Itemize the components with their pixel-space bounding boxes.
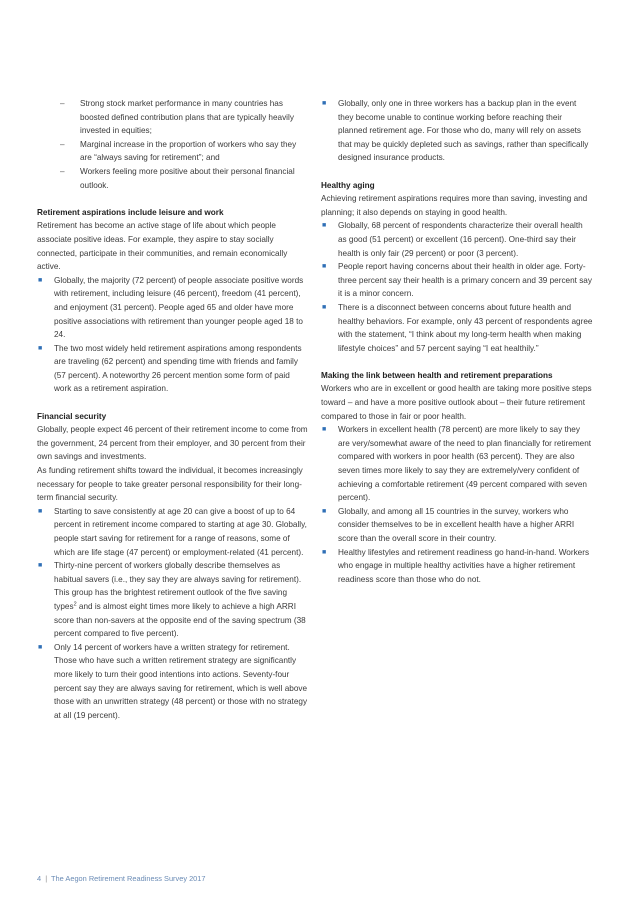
list-item xyxy=(37,97,309,138)
list-item xyxy=(37,274,309,342)
section-heading-healthy-aging: Healthy aging xyxy=(321,180,375,190)
list-item xyxy=(321,423,593,505)
list-item xyxy=(321,301,593,355)
dash-item-text: Workers feeling more positive about their personal financial outlook. xyxy=(80,166,295,190)
bullet-text: There is a disconnect between concerns about future health and healthy behaviors. For example, only 43 percent of respondents agree with the statement, “I think about my long-term health when making lifestyle choices” and 57 percent saying “I eat healthily.” xyxy=(338,302,593,353)
bullet-icon: ■ xyxy=(38,562,43,570)
bullet-text: Healthy lifestyles and retirement readiness go hand-in-hand. Workers who engage in multiple healthy activities have a higher retirement readiness score than those who do not. xyxy=(338,547,590,584)
bullet-text: Starting to save consistently at age 20 can give a boost of up to 64 percent in retirement income compared to starting at age 30. Globally, people start saving for retirement for a range of reasons, some of which are life stage (47 percent) or employment-related (41 percent). xyxy=(54,506,307,557)
paragraph: Retirement has become an active stage of life about which people associate positive ideas. For example, they aspire to stay socially connected, participate in their communities, and remain economically active. xyxy=(37,221,288,272)
bullet-text: Globally, only one in three workers has a backup plan in the event they become unable to continue working before reaching their planned retirement age. For those who do, many will rely on assets that may be quickly depleted such as savings, rather than specifically designed insurance products. xyxy=(338,99,589,163)
bullet-text: Globally, and among all 15 countries in the survey, workers who consider themselves to be in excellent health have a higher ARRI score than the overall score in their country. xyxy=(338,506,575,543)
list-item xyxy=(321,97,593,165)
paragraph: As funding retirement shifts toward the individual, it becomes increasingly necessary for people to take greater personal responsibility for their long-term financial security. xyxy=(37,466,303,503)
bullet-text: Globally, the majority (72 percent) of people associate positive words with retirement, including leisure (46 percent), freedom (41 percent), and enjoyment (31 percent). People aged 65 and older have more positive associations with retirement than younger people aged 18 to 24. xyxy=(54,275,304,340)
right-column xyxy=(321,97,593,586)
list-item xyxy=(37,342,309,396)
page-number: 4 xyxy=(37,874,42,883)
dash-item-text: Marginal increase in the proportion of workers who say they are “always saving for retirement”; and xyxy=(80,139,297,163)
bullet-icon: ■ xyxy=(38,344,43,352)
section-heading-financial: Financial security xyxy=(37,411,107,421)
list-item xyxy=(37,641,309,723)
list-item xyxy=(37,138,309,165)
bullet-text: Only 14 percent of workers have a written strategy for retirement. Those who have such a written retirement strategy are significantly more likely to turn their good intentions into actions. Seventy-four percent say they are always saving for retirement, which is well above those with an unwritten strategy (48 percent) or those with no strategy at all (19 percent). xyxy=(54,642,308,720)
section-heading-aspirations: Retirement aspirations include leisure and work xyxy=(37,207,224,217)
list-item xyxy=(37,559,309,641)
paragraph: Globally, people expect 46 percent of their retirement income to come from the government, 24 percent from their employer, and 30 percent from their own savings and investments. xyxy=(37,425,308,462)
dash-marker: – xyxy=(60,166,65,176)
footer-separator: | xyxy=(45,874,48,883)
dash-marker: – xyxy=(60,99,65,108)
bullet-icon: ■ xyxy=(322,548,327,556)
bullet-text: The two most widely held retirement aspirations among respondents are traveling (62 percent) and spending time with friends and family (57 percent). A noteworthy 26 percent mention some form of paid work as a retirement aspiration. xyxy=(54,343,302,394)
bullet-icon: ■ xyxy=(322,100,327,107)
bullet-icon: ■ xyxy=(322,426,327,434)
list-item xyxy=(321,260,593,301)
paragraph: Workers who are in excellent or good health are taking more positive steps toward – and have a more positive outlook about – their future retirement compared to those in fair or poor health. xyxy=(321,384,592,421)
bullet-icon: ■ xyxy=(38,643,43,651)
left-column xyxy=(37,97,309,722)
bullet-icon: ■ xyxy=(322,263,327,271)
section-heading-health-link: Making the link between health and retirement preparations xyxy=(321,370,553,380)
bullet-text: Workers in excellent health (78 percent) are more likely to say they are very/somewhat aware of the need to plan financially for retirement compared with workers in poor health (63 percent). They are also seven times more likely to say they are extremely/very confident of achieving a comfortable retirement (49 percent compared with seven percent). xyxy=(338,425,592,503)
footnote-ref: 2 xyxy=(73,601,77,608)
bullet-text: Globally, 68 percent of respondents characterize their overall health as good (51 percent) or excellent (16 percent). One-third say their health is only fair (29 percent) or poor (3 percent). xyxy=(338,221,583,258)
bullet-text: Thirty-nine percent of workers globally describe themselves as habitual savers (i.e., they say they are always saving for retirement). This group has the brightest retirement outlook of the five saving types xyxy=(54,561,302,611)
bullet-icon: ■ xyxy=(38,507,43,515)
footer-title: The Aegon Retirement Readiness Survey 2017 xyxy=(51,874,206,883)
list-item xyxy=(321,505,593,546)
list-item xyxy=(321,219,593,260)
dash-item-text: Strong stock market performance in many countries has boosted defined contribution plans that are typically heavily invested in equities; xyxy=(80,99,294,136)
bullet-icon: ■ xyxy=(38,276,43,284)
list-item xyxy=(37,165,309,192)
bullet-text: and is almost eight times more likely to achieve a high ARRI score than non-savers at the opposite end of the saving spectrum (38 percent compared to five percent). xyxy=(54,601,306,639)
dash-marker: – xyxy=(60,139,65,149)
bullet-text: People report having concerns about their health in older age. Forty-three percent say their health is a primary concern and 39 percent say it is a minor concern. xyxy=(338,262,592,299)
list-item xyxy=(321,546,593,587)
bullet-icon: ■ xyxy=(322,507,327,515)
paragraph: Achieving retirement aspirations requires more than saving, investing and planning; it also depends on staying in good health. xyxy=(321,194,588,217)
page-footer xyxy=(37,874,206,883)
list-item xyxy=(37,505,309,559)
bullet-icon: ■ xyxy=(322,303,327,311)
bullet-icon: ■ xyxy=(322,222,327,230)
